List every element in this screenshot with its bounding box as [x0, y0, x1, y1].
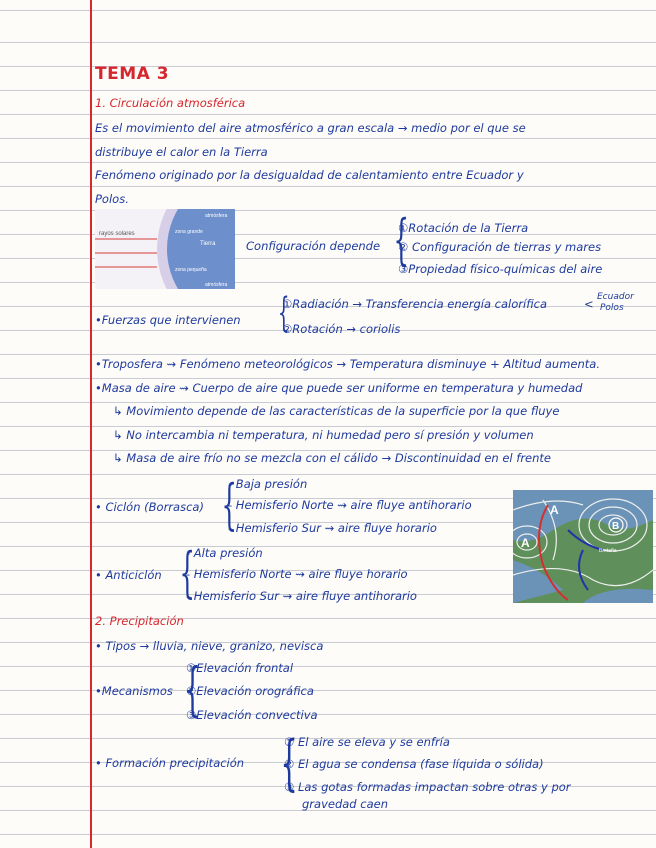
- map-label-a1: A: [550, 503, 559, 517]
- brace: {: [393, 208, 409, 271]
- brace: {: [277, 290, 290, 336]
- figure-label-atm: zona grande: [175, 229, 203, 235]
- figure-label-bottom: atmósfera: [205, 282, 228, 288]
- ecuador-label: Ecuador: [597, 292, 634, 302]
- ciclon-item: - Hemisferio Norte ⇝ aire fluye antihorario: [228, 498, 472, 512]
- formacion-item: ③ Las gotas formadas impactan sobre otras y por: [284, 780, 571, 794]
- formacion-item: ① El aire se eleva y se enfría: [284, 735, 450, 749]
- mecanismos-item: ②Elevación orográfica: [186, 684, 314, 698]
- intro-line: Fenómeno originado por la desigualdad de calentamiento entre Ecuador y: [95, 168, 524, 182]
- intro-line: distribuye el calor en la Tierra: [95, 145, 268, 159]
- config-item: ③Propiedad físico-químicas del aire: [398, 262, 603, 276]
- formacion-label: • Formación precipitación: [95, 756, 245, 770]
- tipos-line: • Tipos → lluvia, nieve, granizo, nevisca: [95, 639, 324, 653]
- figure-label-earth: Tierra: [200, 241, 216, 247]
- figure-label-rays: rayos solares: [99, 231, 135, 237]
- fuerzas-item: ①Radiación → Transferencia energía calorífica: [282, 297, 547, 311]
- section-heading-1: 1. Circulación atmosférica: [95, 96, 246, 110]
- masa-aire-sub: ↳ Masa de aire frío no se mezcla con el cálido → Discontinuidad en el frente: [113, 451, 551, 465]
- anticiclon-item: - Hemisferio Sur ⇝ aire fluye antihorario: [186, 589, 417, 603]
- config-item: ①Rotación de la Tierra: [398, 221, 529, 235]
- brace: {: [280, 728, 298, 798]
- map-label-b2: Bretaña: [599, 548, 617, 554]
- anticiclon-item: - Hemisferio Norte ⇝ aire fluye horario: [186, 567, 408, 581]
- mecanismos-label: •Mecanismos: [95, 684, 173, 698]
- solar-radiation-figure: [95, 209, 235, 289]
- mecanismos-item: ③Elevación convectiva: [186, 708, 318, 722]
- page-title: TEMA 3: [95, 64, 170, 84]
- polos-label: Polos: [600, 303, 624, 313]
- mecanismos-item: ①Elevación frontal: [186, 661, 294, 675]
- map-label-b: B: [612, 521, 620, 532]
- ciclon-label: • Ciclón (Borrasca): [95, 500, 204, 514]
- anticiclon-label: • Anticiclón: [95, 568, 162, 582]
- brace: {: [179, 541, 195, 604]
- section-heading-2: 2. Precipitación: [95, 614, 184, 628]
- figure-label-atm2: zona pequeña: [175, 267, 207, 273]
- masa-aire-line: •Masa de aire ⇝ Cuerpo de aire que puede ser uniforme en temperatura y humedad: [95, 381, 583, 395]
- masa-aire-sub: ↳ Movimiento depende de las características de la superficie por la que fluye: [113, 404, 560, 418]
- formacion-item: gravedad caen: [302, 797, 388, 811]
- fuerzas-item: ②Rotación → coriolis: [282, 322, 401, 336]
- fuerzas-label: •Fuerzas que intervienen: [95, 313, 241, 327]
- intro-line: Es el movimiento del aire atmosférico a gran escala → medio por el que se: [95, 121, 526, 135]
- config-item: ② Configuración de tierras y mares: [398, 240, 602, 254]
- ciclon-item: - Hemisferio Sur ⇝ aire fluye horario: [228, 521, 437, 535]
- config-label: Configuración depende: [246, 239, 381, 253]
- troposfera-line: •Troposfera ⇝ Fenómeno meteorológicos → Temperatura disminuye + Altitud aumenta.: [95, 357, 600, 371]
- masa-aire-sub: ↳ No intercambia ni temperatura, ni humedad pero sí presión y volumen: [113, 428, 534, 442]
- map-label-a2: A: [521, 536, 530, 550]
- less-than: <: [584, 297, 594, 311]
- intro-line: Polos.: [95, 192, 129, 206]
- margin-line: [90, 0, 92, 848]
- ciclon-item: - Baja presión: [228, 477, 308, 491]
- figure-label-top: atmósfera: [205, 213, 228, 219]
- anticiclon-item: - Alta presión: [186, 546, 263, 560]
- formacion-item: ② El agua se condensa (fase líquida o sólida): [284, 757, 544, 771]
- brace: {: [221, 473, 237, 536]
- weather-map: [513, 490, 653, 603]
- brace: {: [184, 655, 201, 723]
